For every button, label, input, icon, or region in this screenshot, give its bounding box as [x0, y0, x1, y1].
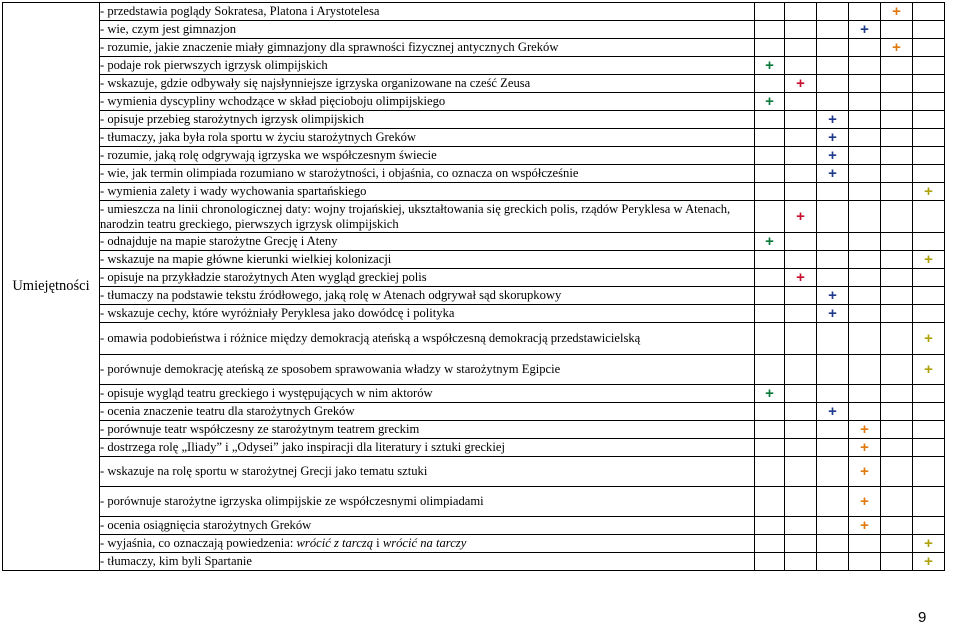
level-cell-5: [881, 439, 913, 457]
level-cell-3: [817, 457, 849, 487]
skill-row: [3, 3, 945, 21]
level-cell-1: [755, 287, 785, 305]
level-cell-6: [913, 21, 945, 39]
skill-description: - tłumaczy na podstawie tekstu źródłowego, jaką rolę w Atenach odgrywał sąd skorupkowy: [100, 287, 755, 305]
level-cell-5: [881, 129, 913, 147]
page-number: 9: [918, 609, 927, 626]
level-cell-1: [755, 403, 785, 421]
skill-description: [100, 535, 755, 553]
plus-mark: +: [924, 534, 933, 552]
level-cell-1: [755, 269, 785, 287]
skill-description: - umieszcza na linii chronologicznej daty: wojny trojańskiej, ukształtowania się greckich polis, rządów Peryklesa w Atenach, narodzin teatru greckiego, pierwszych igrzysk olimpijskich: [100, 201, 755, 233]
level-cell-5: [881, 147, 913, 165]
skill-row: [3, 487, 945, 517]
level-cell-5: [881, 517, 913, 535]
level-cell-5: [881, 75, 913, 93]
level-cell-4: [849, 39, 881, 57]
plus-mark: +: [860, 420, 869, 438]
level-cell-6: [913, 251, 945, 269]
level-cell-3: [817, 147, 849, 165]
skill-row: [3, 183, 945, 201]
plus-mark: +: [860, 516, 869, 534]
level-cell-1: [755, 111, 785, 129]
level-cell-2: [785, 439, 817, 457]
plus-mark: +: [828, 128, 837, 146]
level-cell-5: [881, 421, 913, 439]
skill-description: - wskazuje, gdzie odbywały się najsłynniejsze igrzyska organizowane na cześć Zeusa: [100, 75, 755, 93]
skill-row: [3, 305, 945, 323]
plus-mark: +: [828, 164, 837, 182]
skill-row: [3, 287, 945, 305]
level-cell-1: [755, 535, 785, 553]
plus-mark: +: [796, 207, 805, 225]
level-cell-4: [849, 553, 881, 571]
plus-mark: +: [796, 268, 805, 286]
level-cell-2: [785, 421, 817, 439]
section-label: Umiejętności: [3, 3, 100, 571]
level-cell-2: [785, 75, 817, 93]
level-cell-1: [755, 93, 785, 111]
skill-row: [3, 535, 945, 553]
level-cell-1: [755, 553, 785, 571]
level-cell-6: [913, 111, 945, 129]
level-cell-5: [881, 305, 913, 323]
level-cell-2: [785, 21, 817, 39]
level-cell-1: [755, 165, 785, 183]
level-cell-1: [755, 201, 785, 233]
level-cell-4: [849, 57, 881, 75]
level-cell-2: [785, 385, 817, 403]
level-cell-3: [817, 421, 849, 439]
skill-description: - wymienia dyscypliny wchodzące w skład pięcioboju olimpijskiego: [100, 93, 755, 111]
level-cell-6: [913, 355, 945, 385]
skill-row: [3, 233, 945, 251]
level-cell-4: [849, 147, 881, 165]
skill-row: [3, 147, 945, 165]
plus-mark: +: [828, 402, 837, 420]
skill-row: [3, 57, 945, 75]
skill-description: - opisuje przebieg starożytnych igrzysk olimpijskich: [100, 111, 755, 129]
skill-description: - ocenia osiągnięcia starożytnych Greków: [100, 517, 755, 535]
level-cell-4: [849, 251, 881, 269]
skill-description: - przedstawia poglądy Sokratesa, Platona i Arystotelesa: [100, 3, 755, 21]
plus-mark: +: [860, 462, 869, 480]
skill-description: - odnajduje na mapie starożytne Grecję i Ateny: [100, 233, 755, 251]
skill-description: - wskazuje na mapie główne kierunki wielkiej kolonizacji: [100, 251, 755, 269]
plus-mark: +: [860, 438, 869, 456]
skill-row: [3, 129, 945, 147]
skill-row: [3, 21, 945, 39]
level-cell-1: [755, 233, 785, 251]
level-cell-2: [785, 233, 817, 251]
level-cell-1: [755, 129, 785, 147]
level-cell-2: [785, 165, 817, 183]
skill-description: - dostrzega rolę „Iliady” i „Odysei” jako inspiracji dla literatury i sztuki greckiej: [100, 439, 755, 457]
level-cell-4: [849, 21, 881, 39]
plus-mark: +: [765, 384, 774, 402]
skill-description: - wskazuje cechy, które wyróżniały Peryklesa jako dowódcę i polityka: [100, 305, 755, 323]
level-cell-1: [755, 75, 785, 93]
level-cell-5: [881, 553, 913, 571]
level-cell-6: [913, 233, 945, 251]
skill-description: - porównuje teatr współczesny ze starożytnym teatrem greckim: [100, 421, 755, 439]
skill-description: - opisuje na przykładzie starożytnych Aten wygląd greckiej polis: [100, 269, 755, 287]
level-cell-1: [755, 439, 785, 457]
level-cell-3: [817, 355, 849, 385]
level-cell-6: [913, 457, 945, 487]
level-cell-3: [817, 165, 849, 183]
level-cell-4: [849, 355, 881, 385]
level-cell-2: [785, 553, 817, 571]
level-cell-5: [881, 111, 913, 129]
level-cell-6: [913, 93, 945, 111]
level-cell-1: [755, 421, 785, 439]
level-cell-6: [913, 517, 945, 535]
level-cell-6: [913, 403, 945, 421]
skill-row: [3, 93, 945, 111]
level-cell-4: [849, 385, 881, 403]
skill-row: [3, 111, 945, 129]
level-cell-3: [817, 535, 849, 553]
skill-row: [3, 251, 945, 269]
level-cell-1: [755, 251, 785, 269]
level-cell-6: [913, 323, 945, 355]
level-cell-2: [785, 457, 817, 487]
level-cell-2: [785, 403, 817, 421]
skill-description: - wie, jak termin olimpiada rozumiano w starożytności, i objaśnia, co oznacza on współcześnie: [100, 165, 755, 183]
skill-description: - wie, czym jest gimnazjon: [100, 21, 755, 39]
level-cell-6: [913, 147, 945, 165]
level-cell-4: [849, 439, 881, 457]
level-cell-3: [817, 3, 849, 21]
level-cell-2: [785, 183, 817, 201]
level-cell-5: [881, 535, 913, 553]
plus-mark: +: [828, 304, 837, 322]
level-cell-3: [817, 403, 849, 421]
skill-text-italic: wrócić na tarczy: [382, 536, 467, 551]
skill-row: [3, 269, 945, 287]
level-cell-1: [755, 323, 785, 355]
level-cell-4: [849, 421, 881, 439]
level-cell-3: [817, 111, 849, 129]
level-cell-5: [881, 269, 913, 287]
level-cell-3: [817, 21, 849, 39]
level-cell-5: [881, 93, 913, 111]
level-cell-6: [913, 75, 945, 93]
level-cell-5: [881, 385, 913, 403]
level-cell-4: [849, 75, 881, 93]
skill-row: [3, 403, 945, 421]
level-cell-3: [817, 269, 849, 287]
level-cell-5: [881, 39, 913, 57]
level-cell-4: [849, 269, 881, 287]
plus-mark: +: [924, 552, 933, 570]
plus-mark: +: [892, 38, 901, 56]
level-cell-5: [881, 323, 913, 355]
level-cell-5: [881, 3, 913, 21]
level-cell-3: [817, 93, 849, 111]
level-cell-2: [785, 3, 817, 21]
skill-description: - porównuje starożytne igrzyska olimpijskie ze współczesnymi olimpiadami: [100, 487, 755, 517]
level-cell-3: [817, 439, 849, 457]
plus-mark: +: [860, 492, 869, 510]
level-cell-4: [849, 93, 881, 111]
level-cell-4: [849, 201, 881, 233]
plus-mark: +: [924, 329, 933, 347]
plus-mark: +: [860, 20, 869, 38]
level-cell-5: [881, 183, 913, 201]
plus-mark: +: [924, 360, 933, 378]
level-cell-5: [881, 487, 913, 517]
skill-row: [3, 39, 945, 57]
plus-mark: +: [892, 2, 901, 20]
skill-row: [3, 201, 945, 233]
skill-row: [3, 355, 945, 385]
level-cell-1: [755, 147, 785, 165]
skill-row: [3, 75, 945, 93]
skill-row: [3, 439, 945, 457]
level-cell-5: [881, 403, 913, 421]
skill-description: - wymienia zalety i wady wychowania spartańskiego: [100, 183, 755, 201]
skill-description: - tłumaczy, jaka była rola sportu w życiu starożytnych Greków: [100, 129, 755, 147]
skills-table: [2, 2, 945, 571]
level-cell-3: [817, 487, 849, 517]
level-cell-3: [817, 251, 849, 269]
plus-mark: +: [828, 146, 837, 164]
skill-row: [3, 457, 945, 487]
skill-row: [3, 517, 945, 535]
level-cell-2: [785, 129, 817, 147]
plus-mark: +: [765, 92, 774, 110]
skill-description: - rozumie, jakie znaczenie miały gimnazjony dla sprawności fizycznej antycznych Greków: [100, 39, 755, 57]
level-cell-5: [881, 21, 913, 39]
level-cell-2: [785, 147, 817, 165]
level-cell-6: [913, 287, 945, 305]
level-cell-3: [817, 305, 849, 323]
skill-description: - opisuje wygląd teatru greckiego i występujących w nim aktorów: [100, 385, 755, 403]
level-cell-3: [817, 39, 849, 57]
level-cell-2: [785, 535, 817, 553]
level-cell-4: [849, 3, 881, 21]
skill-row: [3, 385, 945, 403]
level-cell-4: [849, 233, 881, 251]
level-cell-3: [817, 201, 849, 233]
level-cell-4: [849, 517, 881, 535]
skills-table-body: [3, 3, 945, 571]
skill-row: [3, 165, 945, 183]
level-cell-6: [913, 421, 945, 439]
level-cell-2: [785, 287, 817, 305]
level-cell-5: [881, 355, 913, 385]
level-cell-4: [849, 165, 881, 183]
level-cell-1: [755, 183, 785, 201]
level-cell-6: [913, 439, 945, 457]
level-cell-1: [755, 487, 785, 517]
plus-mark: +: [765, 56, 774, 74]
level-cell-2: [785, 93, 817, 111]
level-cell-6: [913, 305, 945, 323]
level-cell-1: [755, 57, 785, 75]
level-cell-4: [849, 305, 881, 323]
level-cell-3: [817, 517, 849, 535]
level-cell-5: [881, 165, 913, 183]
level-cell-4: [849, 111, 881, 129]
level-cell-3: [817, 385, 849, 403]
level-cell-1: [755, 21, 785, 39]
skill-description: - ocenia znaczenie teatru dla starożytnych Greków: [100, 403, 755, 421]
plus-mark: +: [924, 182, 933, 200]
skill-description: - porównuje demokrację ateńską ze sposobem sprawowania władzy w starożytnym Egipcie: [100, 355, 755, 385]
level-cell-6: [913, 165, 945, 183]
level-cell-6: [913, 129, 945, 147]
level-cell-4: [849, 323, 881, 355]
level-cell-6: [913, 535, 945, 553]
plus-mark: +: [796, 74, 805, 92]
level-cell-6: [913, 39, 945, 57]
level-cell-2: [785, 355, 817, 385]
level-cell-2: [785, 251, 817, 269]
level-cell-2: [785, 57, 817, 75]
level-cell-2: [785, 201, 817, 233]
level-cell-3: [817, 553, 849, 571]
level-cell-3: [817, 323, 849, 355]
level-cell-2: [785, 269, 817, 287]
level-cell-2: [785, 111, 817, 129]
level-cell-4: [849, 403, 881, 421]
level-cell-6: [913, 269, 945, 287]
level-cell-3: [817, 233, 849, 251]
level-cell-4: [849, 457, 881, 487]
plus-mark: +: [924, 250, 933, 268]
skill-description: - omawia podobieństwa i różnice między demokracją ateńską a współczesną demokracją przedstawicielską: [100, 323, 755, 355]
skill-row: [3, 553, 945, 571]
skill-row: [3, 323, 945, 355]
level-cell-5: [881, 57, 913, 75]
level-cell-6: [913, 385, 945, 403]
level-cell-1: [755, 355, 785, 385]
level-cell-1: [755, 3, 785, 21]
level-cell-4: [849, 183, 881, 201]
skill-text: i: [373, 536, 383, 551]
level-cell-4: [849, 535, 881, 553]
skill-text-italic: wrócić z tarczą: [296, 536, 374, 551]
level-cell-3: [817, 183, 849, 201]
level-cell-6: [913, 183, 945, 201]
level-cell-6: [913, 553, 945, 571]
level-cell-5: [881, 233, 913, 251]
level-cell-1: [755, 457, 785, 487]
level-cell-1: [755, 385, 785, 403]
level-cell-1: [755, 305, 785, 323]
level-cell-2: [785, 305, 817, 323]
skill-description: - podaje rok pierwszych igrzysk olimpijskich: [100, 57, 755, 75]
level-cell-2: [785, 517, 817, 535]
level-cell-2: [785, 39, 817, 57]
level-cell-4: [849, 287, 881, 305]
level-cell-4: [849, 129, 881, 147]
plus-mark: +: [828, 286, 837, 304]
level-cell-1: [755, 39, 785, 57]
skill-description: - tłumaczy, kim byli Spartanie: [100, 553, 755, 571]
skill-row: [3, 421, 945, 439]
level-cell-5: [881, 457, 913, 487]
skill-text: - wyjaśnia, co oznaczają powiedzenia:: [100, 536, 297, 551]
plus-mark: +: [828, 110, 837, 128]
level-cell-2: [785, 487, 817, 517]
level-cell-5: [881, 287, 913, 305]
level-cell-6: [913, 3, 945, 21]
level-cell-6: [913, 57, 945, 75]
plus-mark: +: [765, 232, 774, 250]
level-cell-3: [817, 129, 849, 147]
level-cell-6: [913, 487, 945, 517]
level-cell-5: [881, 251, 913, 269]
level-cell-2: [785, 323, 817, 355]
level-cell-3: [817, 57, 849, 75]
level-cell-3: [817, 287, 849, 305]
level-cell-6: [913, 201, 945, 233]
skill-description: - wskazuje na rolę sportu w starożytnej Grecji jako tematu sztuki: [100, 457, 755, 487]
skill-description: - rozumie, jaką rolę odgrywają igrzyska we współczesnym świecie: [100, 147, 755, 165]
level-cell-5: [881, 201, 913, 233]
level-cell-4: [849, 487, 881, 517]
level-cell-3: [817, 75, 849, 93]
level-cell-1: [755, 517, 785, 535]
